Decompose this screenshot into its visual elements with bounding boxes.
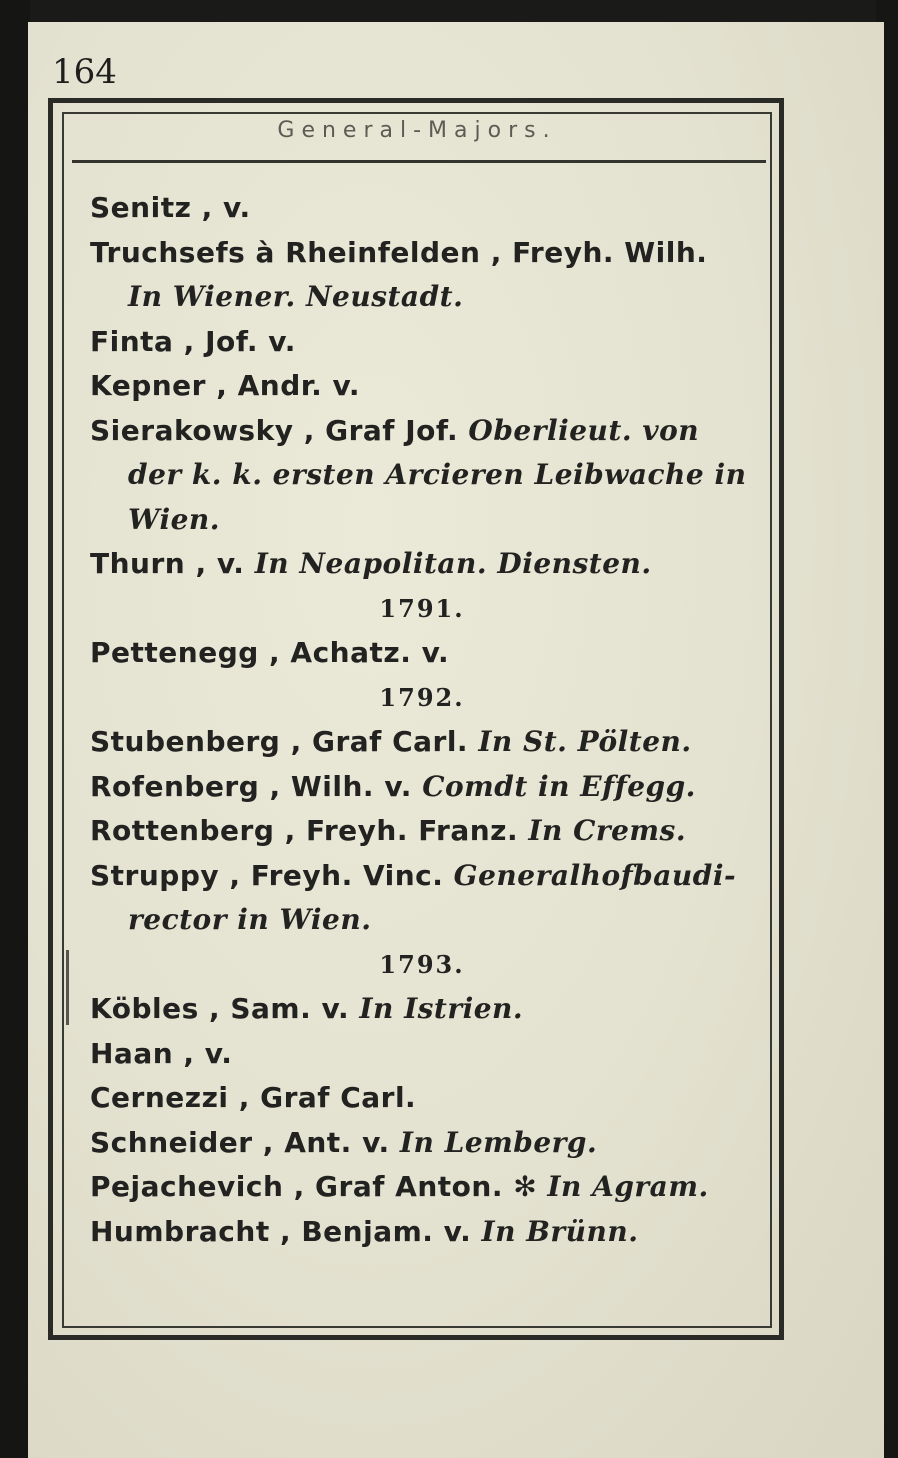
- officer-name: Kepner , Andr. v.: [90, 369, 361, 402]
- officer-note: Comdt in Effegg.: [422, 769, 696, 803]
- year-label: 1791.: [379, 593, 465, 623]
- officer-name: Pejachevich , Graf Anton. ✻: [90, 1170, 538, 1203]
- officer-name: Pettenegg , Achatz. v.: [90, 636, 450, 669]
- officer-entry: [90, 409, 754, 454]
- entry-continuation: [90, 498, 754, 543]
- officer-note: In Neapolitan. Diensten.: [254, 547, 652, 580]
- officer-note: rector in Wien.: [128, 903, 372, 936]
- officer-entry: [90, 1121, 754, 1166]
- entry-continuation: [90, 453, 754, 498]
- scan-background-left: [0, 0, 30, 1458]
- officer-name: Truchsefs à Rheinfelden , Freyh. Wilh.: [90, 235, 708, 269]
- officer-name: Cernezzi , Graf Carl.: [90, 1081, 417, 1114]
- officer-name: Schneider , Ant. v.: [90, 1125, 390, 1159]
- year-heading: [90, 587, 754, 632]
- officer-name: Stubenberg , Graf Carl.: [90, 725, 469, 758]
- officer-name: Sierakowsky , Graf Jof.: [90, 413, 459, 447]
- page-number: 164: [52, 52, 117, 92]
- officer-entry: [90, 1032, 754, 1077]
- officer-entry: [90, 720, 754, 765]
- margin-mark: [66, 950, 69, 1025]
- officer-name: Haan , v.: [90, 1036, 233, 1070]
- officer-name: Rofenberg , Wilh. v.: [90, 769, 412, 803]
- officer-entry: [90, 765, 754, 810]
- officer-name: Rottenberg , Freyh. Franz.: [90, 814, 519, 847]
- officer-entry: [90, 987, 754, 1032]
- officer-entry: [90, 542, 754, 587]
- officer-name: Struppy , Freyh. Vinc.: [90, 858, 444, 892]
- section-heading: General-Majors.: [277, 118, 557, 143]
- officer-name: Köbles , Sam. v.: [90, 992, 350, 1025]
- officer-note: In Wiener. Neustadt.: [128, 280, 464, 313]
- officer-note: In St. Pölten.: [478, 725, 692, 758]
- officer-entry: [90, 809, 754, 854]
- officer-name: Senitz , v.: [90, 191, 251, 224]
- officer-entry: [90, 1165, 754, 1210]
- officer-entry: [90, 1210, 754, 1255]
- officer-note: Oberlieut. von: [468, 413, 700, 447]
- year-label: 1793.: [379, 949, 465, 979]
- officer-entry: [90, 186, 754, 231]
- officer-entry: [90, 631, 754, 676]
- officer-note: In Brünn.: [481, 1214, 639, 1248]
- year-label: 1792.: [379, 682, 465, 712]
- officer-entry: [90, 854, 754, 899]
- officer-entry: [90, 1076, 754, 1121]
- officer-note: Wien.: [128, 502, 221, 536]
- entry-continuation: [90, 898, 754, 943]
- entry-continuation: [90, 275, 754, 320]
- officer-list: [90, 186, 754, 1254]
- officer-note: der k. k. ersten Arcieren Leibwache in: [128, 458, 747, 491]
- officer-name: Thurn , v.: [90, 547, 245, 580]
- officer-entry: [90, 364, 754, 409]
- officer-note: In Lemberg.: [399, 1125, 598, 1159]
- year-heading: [90, 676, 754, 721]
- officer-name: Finta , Jof. v.: [90, 324, 296, 358]
- officer-note: In Istrien.: [359, 992, 524, 1025]
- officer-note: Generalhofbaudi-: [453, 858, 737, 892]
- officer-note: In Agram.: [547, 1170, 709, 1203]
- heading-rule: [72, 160, 766, 163]
- officer-entry: [90, 320, 754, 365]
- officer-note: In Crems.: [528, 814, 687, 847]
- officer-entry: [90, 231, 754, 276]
- year-heading: [90, 943, 754, 988]
- officer-name: Humbracht , Benjam. v.: [90, 1214, 472, 1248]
